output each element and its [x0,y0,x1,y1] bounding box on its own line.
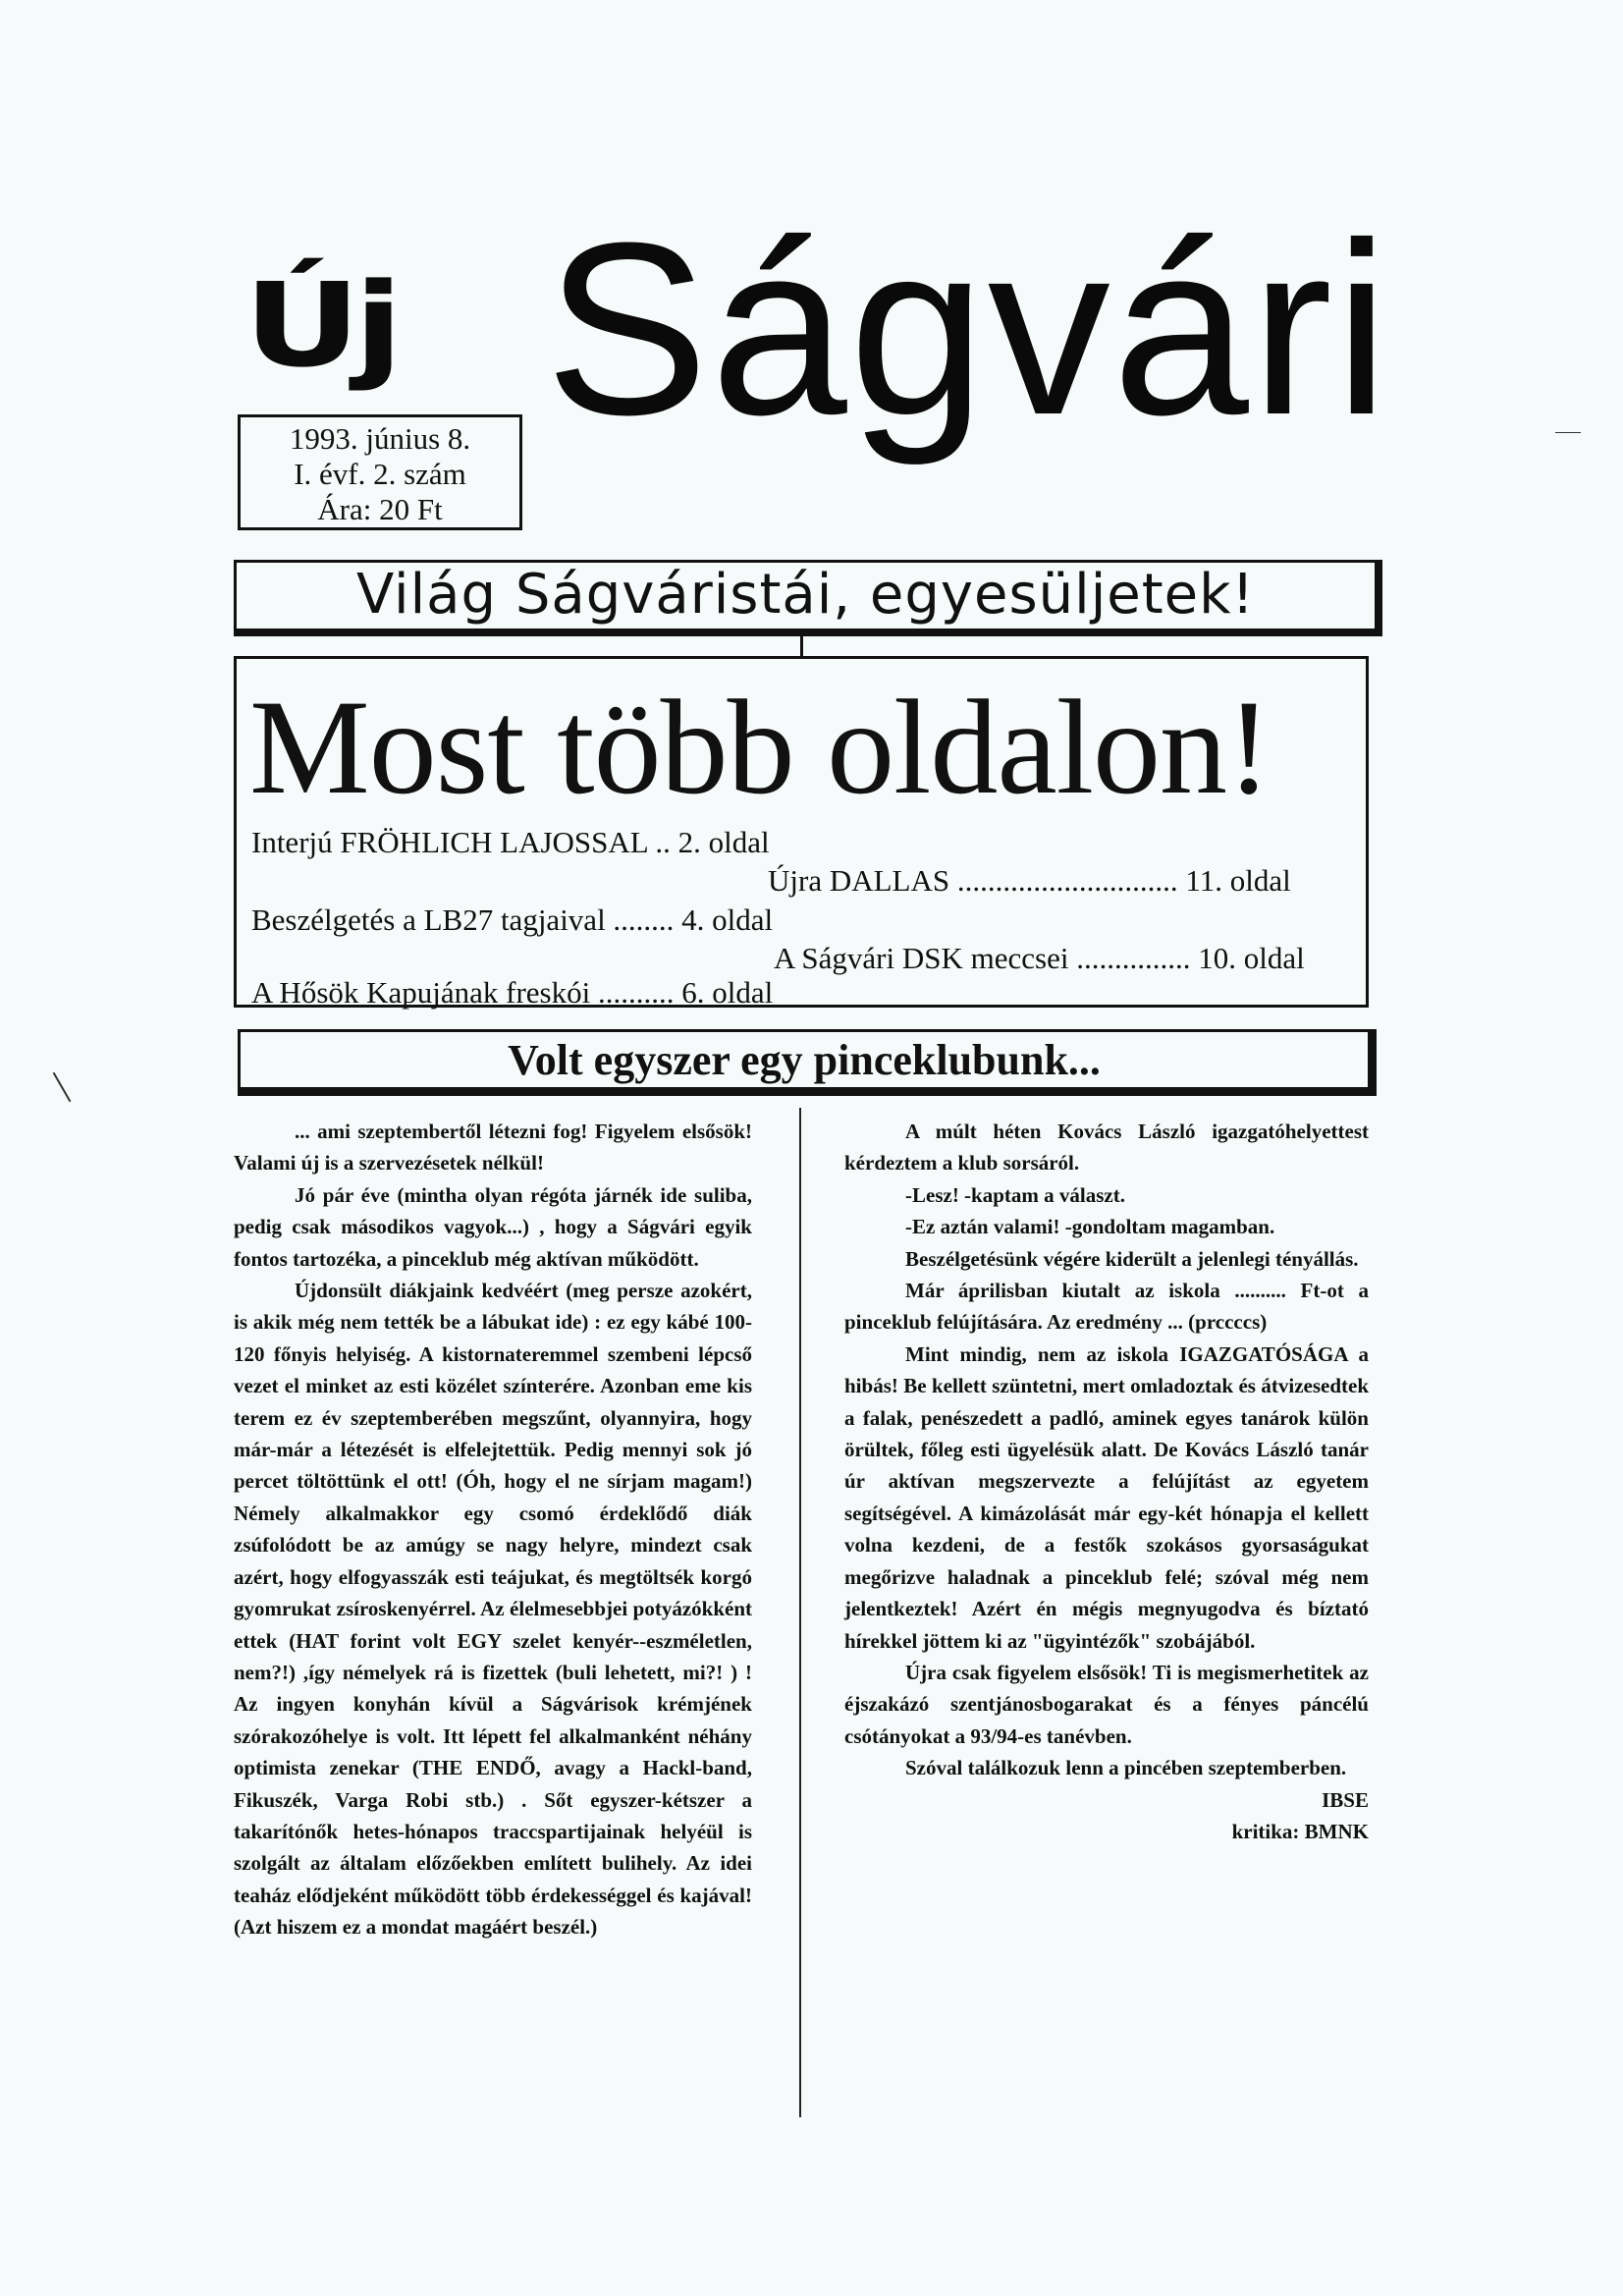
article-left-column [234,1116,752,1943]
article-title: Volt egyszer egy pinceklubunk... [238,1029,1377,1096]
contents-headline: Most több oldalon! [249,672,1271,822]
slogan-banner: Világ Ságváristái, egyesüljetek! [234,560,1382,636]
article-paragraph: Jó pár éve (mintha olyan régóta járnék ide suliba, pedig csak másodikos vagyok...) , hogy a Ságvári egyik fontos tartozéka, a pinceklub még aktívan működött. [234,1182,752,1271]
divider-line [800,636,803,656]
toc-item: Beszélgetés a LB27 tagjaival ........ 4. oldal [251,902,774,937]
article-critic: kritika: BMNK [1231,1819,1369,1843]
column-divider [799,1108,801,2117]
article-paragraph: Szóval találkozuk lenn a pincében szeptemberben. [905,1756,1347,1780]
article-paragraph: A múlt héten Kovács László igazgatóhelyettest kérdeztem a klub sorsáról. [844,1120,1369,1175]
article-paragraph: Már áprilisban kiutalt az iskola .......... Ft-ot a pinceklub felújítására. Az eredmény ... (prccccs) [844,1279,1369,1335]
article-paragraph: -Ez aztán valami! -gondoltam magamban. [905,1215,1275,1239]
article-paragraph: Mint mindig, nem az iskola IGAZGATÓSÁGA a hibás! Be kellett szüntetni, mert omladoztak és átvizesedtek a falak, penészedett a padló, aminek egyes tanárok külön örültek, főleg esti ügyelésük alatt. De Kovács László tanár úr aktívan megszervezte a felújítást az egyetem segítségével. A kimázolását már egy-két hónapja el kellett volna kezdeni, de a festők szokásos gyorsaságukat megőrizve haladnak a pinceklub felé; szóval még nem jelentkeztek! Azért én mégis megnyugodva és bíztató hírekkel jöttem ki az "ügyintézők" szobájából. [844,1341,1369,1653]
scan-mark [53,1072,72,1102]
scan-mark [1555,432,1581,433]
issue-volume: I. évf. 2. szám [294,457,466,491]
toc-item: A Hősök Kapujának freskói .......... 6. oldal [251,975,774,1010]
issue-price: Ára: 20 Ft [317,492,443,526]
article-right-column [844,1116,1369,1847]
article-paragraph: ... ami szeptembertől létezni fog! Figyelem elsősök! Valami új is a szervezésetek nélkül! [234,1120,752,1175]
article-signature: IBSE [1322,1787,1369,1812]
issue-date: 1993. június 8. [289,421,471,456]
article-paragraph: Beszélgetésünk végére kiderült a jelenlegi tényállás. [905,1246,1359,1271]
article-paragraph: Újdonsült diákjaink kedvéért (meg persze azokért, is akik még nem tették be a lábukat ide) : ez egy kábé 100-120 főnyis helyiség. A kistornateremmel szembeni lépcső vezet el minket az esti közélet színterére. Azonban eme kis terem ez év szeptemberében megszűnt, olyannyira, hogy már-már a létezését is elfelejtettük. Pedig mennyi sok jó percet töltöttünk el ott! (Óh, hogy el ne sírjam magam!) Némely alkalmakkor egy csomó érdeklődő diák zsúfolódott be az amúgy se nagy helyre, mindezt csak azért, hogy elfogyasszák esti teájukat, és megtöltsék korgó gyomrukat zsíroskenyérrel. Az élelmesebbjei potyázókként ettek (HAT forint volt EGY szelet kenyér--eszméletlen, nem?!) ,így némelyek rá is fizettek (buli lehetett, mi?! ) ! Az ingyen konyhán kívül a Ságvárisok krémjének szórakozóhelye is volt. Itt lépett fel alkalmanként néhány optimista zenekar (THE ENDŐ, avagy a Hackl-band, Fikuszék, Varga Robi stb.) . Sőt egyszer-kétszer a takarítónők hetes-hónapos traccspartijainak helyéül is szolgált az általam előzőekben említett bulihely. Az idei teaház elődjeként működött több érdekességgel és kajával! (Azt hiszem ez a mondat magáért beszél.) [234,1279,752,1940]
toc-item: A Ságvári DSK meccsei ............... 10. oldal [774,941,1305,975]
toc-item: Újra DALLAS ............................. 11. oldal [768,863,1291,898]
issue-info-box [238,414,522,530]
uj-logo: Új [243,257,397,393]
toc-item: Interjú FRÖHLICH LAJOSSAL .. 2. oldal [251,825,770,859]
article-paragraph: Újra csak figyelem elsősök! Ti is megismerhetitek az éjszakázó szentjánosbogarakat és a fényes páncélú csótányokat a 93/94-es tanévben. [844,1660,1369,1748]
newspaper-title: Ságvári [545,191,1391,465]
article-paragraph: -Lesz! -kaptam a választ. [905,1182,1125,1207]
